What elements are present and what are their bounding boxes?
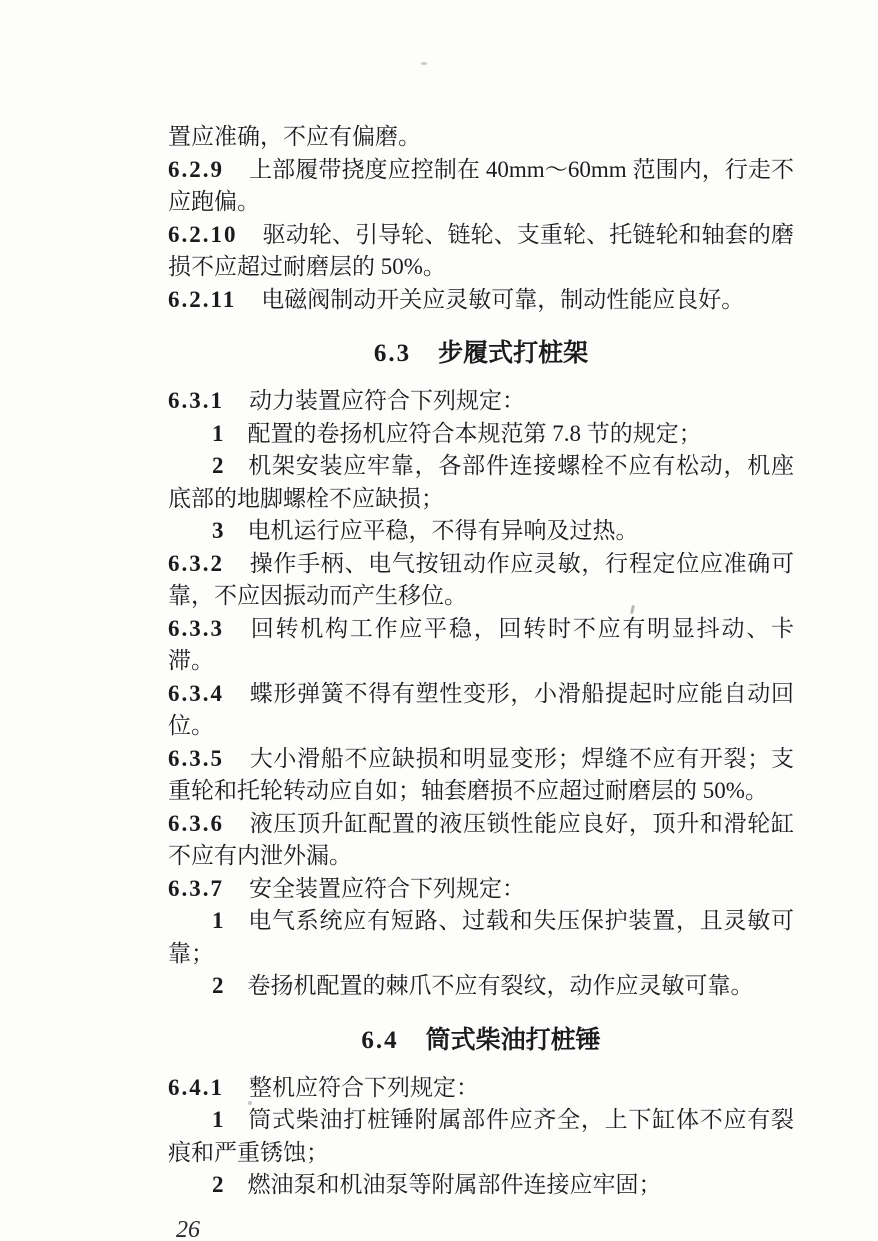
clause-text: 配置的卷扬机应符合本规范第 7.8 节的规定； — [247, 420, 702, 446]
clause-number: 1 — [212, 908, 224, 933]
clause-text: 大小滑船不应缺损和明显变形；焊缝不应有开裂；支重轮和托轮转动应自如；轴套磨损不应超过耐磨层的 50%。 — [168, 745, 794, 803]
clause-paragraph-2 — [168, 450, 794, 515]
clause-number: 2 — [212, 453, 224, 478]
clause-text: 电磁阀制动开关应灵敏可靠，制动性能应良好。 — [261, 286, 745, 312]
clause-number: 6.2.9 — [168, 156, 224, 182]
clause-text: 电机运行应平稳，不得有异响及过热。 — [247, 518, 639, 543]
clause-paragraph-6.2.11 — [168, 284, 794, 317]
clause-text: 电气系统应有短路、过载和失压保护装置，且灵敏可靠； — [168, 908, 794, 966]
clause-text: 燃油泵和机油泵等附属部件连接应牢固； — [247, 1172, 662, 1197]
clause-text: 上部履带挠度应控制在 40mm～60mm 范围内，行走不应跑偏。 — [168, 156, 794, 214]
clause-number: 6.3.6 — [168, 810, 224, 836]
scan-speck — [421, 62, 427, 65]
clause-text: 置应准确，不应有偏磨。 — [168, 124, 421, 149]
clause-paragraph-6.3.5 — [168, 743, 794, 808]
page-footer — [168, 1215, 794, 1241]
clause-number: 6.3.1 — [168, 388, 224, 413]
section-heading-6.3 — [168, 337, 794, 370]
clause-text: 液压顶升缸配置的液压锁性能应良好，顶升和滑轮缸不应有内泄外漏。 — [168, 810, 794, 868]
clause-paragraph-6.3.3 — [168, 613, 794, 678]
clause-number: 2 — [212, 973, 224, 998]
clause-number: 3 — [212, 518, 224, 543]
clause-number: 6.3.7 — [168, 875, 224, 901]
section-heading-6.4 — [168, 1024, 794, 1057]
clause-text: 筒式柴油打桩锤附属部件应齐全，上下缸体不应有裂痕和严重锈蚀； — [168, 1107, 794, 1165]
clause-text: 驱动轮、引导轮、链轮、支重轮、托链轮和轴套的磨损不应超过耐磨层的 50%。 — [168, 221, 794, 279]
clause-number: 6.3 — [373, 340, 412, 367]
clause-paragraph-6.3.4 — [168, 678, 794, 743]
clause-number: 6.3.4 — [168, 680, 224, 706]
clause-number: 6.3.2 — [168, 550, 224, 576]
page-number: 26 — [176, 1216, 200, 1241]
clause-number: 6.4.1 — [168, 1074, 224, 1100]
clause-paragraph-6.2.10 — [168, 219, 794, 284]
clause-paragraph-6.4.1 — [168, 1072, 794, 1105]
clause-paragraph-2 — [168, 1169, 794, 1202]
clause-paragraph-6.3.6 — [168, 808, 794, 873]
clause-paragraph-2 — [168, 970, 794, 1003]
clause-text: 筒式柴油打桩锤 — [425, 1026, 601, 1054]
clause-number: 6.2.11 — [168, 286, 237, 312]
clause-text: 操作手柄、电气按钮动作应灵敏，行程定位应准确可靠，不应因振动而产生移位。 — [168, 550, 794, 608]
clause-paragraph-6.3.7 — [168, 873, 794, 906]
clause-paragraph-6.2.9 — [168, 154, 794, 219]
continuation-paragraph — [168, 121, 794, 154]
clause-text: 回转机构工作应平稳，回转时不应有明显抖动、卡滞。 — [168, 615, 794, 673]
clause-text: 动力装置应符合下列规定： — [249, 388, 525, 413]
clause-paragraph-6.3.2 — [168, 548, 794, 613]
document-body — [168, 121, 794, 1202]
clause-paragraph-1 — [168, 1104, 794, 1169]
clause-number: 1 — [212, 420, 224, 446]
clause-number: 1 — [212, 1107, 224, 1132]
clause-number: 6.3.5 — [168, 745, 224, 771]
clause-text: 整机应符合下列规定： — [249, 1074, 479, 1100]
clause-number: 6.4 — [361, 1026, 399, 1054]
clause-paragraph-1 — [168, 418, 794, 451]
clause-paragraph-6.3.1 — [168, 385, 794, 418]
clause-paragraph-3 — [168, 515, 794, 548]
clause-number: 2 — [212, 1172, 224, 1197]
text-column — [168, 121, 794, 1241]
clause-text: 蝶形弹簧不得有塑性变形，小滑船提起时应能自动回位。 — [168, 680, 794, 738]
clause-number: 6.3.3 — [168, 615, 224, 641]
clause-text: 安全装置应符合下列规定： — [249, 875, 525, 901]
clause-number: 6.2.10 — [168, 221, 238, 247]
clause-text: 卷扬机配置的棘爪不应有裂纹，动作应灵敏可靠。 — [247, 973, 754, 998]
clause-text: 步履式打桩架 — [438, 340, 589, 367]
clause-text: 机架安装应牢靠，各部件连接螺栓不应有松动，机座底部的地脚螺栓不应缺损； — [168, 453, 794, 511]
clause-paragraph-1 — [168, 905, 794, 970]
